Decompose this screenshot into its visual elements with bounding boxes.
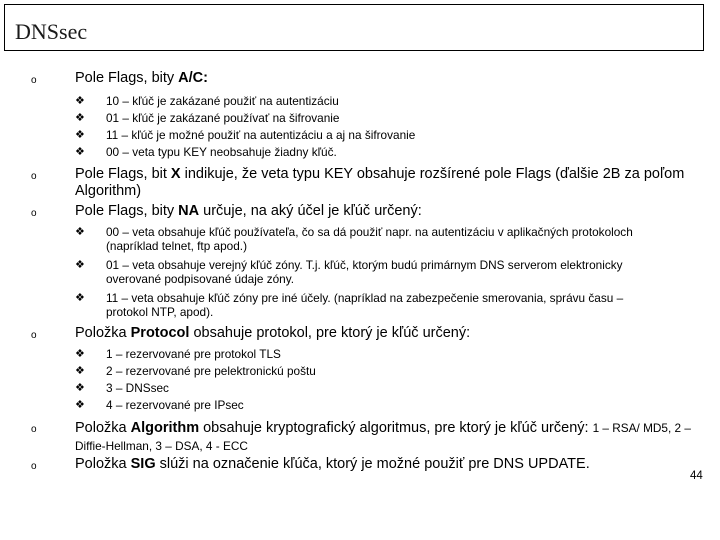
sub-item: ❖ 11 – veta obsahuje kľúč zóny pre iné účely. (napríklad na zabezpečenie smerovania, správu času – protokol NTP, apod). (75, 291, 624, 319)
diamond-bullet-icon: ❖ (75, 95, 85, 107)
circle-bullet-icon: o (31, 424, 37, 435)
diamond-bullet-icon: ❖ (75, 146, 85, 158)
circle-bullet-icon: o (31, 330, 37, 341)
diamond-bullet-icon: ❖ (75, 129, 85, 141)
sub-item: ❖ 00 – veta typu KEY neobsahuje žiadny kľúč. (75, 145, 337, 159)
diamond-bullet-icon: ❖ (75, 292, 85, 304)
diamond-bullet-icon: ❖ (75, 112, 85, 124)
sub-item: ❖ 11 – kľúč je možné použiť na autentizáciu a aj na šifrovanie (75, 128, 416, 142)
sub-item: ❖ 4 – rezervované pre IPsec (75, 398, 244, 412)
slide-title: DNSsec (15, 19, 88, 44)
bullet-item-flags-ac: o Pole Flags, bity A/C: (75, 70, 703, 87)
bullet-item-sig: o Položka SIG slúži na označenie kľúča, ktorý je možné použiť pre DNS UPDATE. (75, 456, 703, 473)
page-number: 44 (690, 470, 703, 482)
sub-item: ❖ 2 – rezervované pre pelektronickú poštu (75, 364, 316, 378)
diamond-bullet-icon: ❖ (75, 399, 85, 411)
sub-item: ❖ 3 – DNSsec (75, 381, 169, 395)
bullet-item-flags-na: o Pole Flags, bity NA určuje, na aký účel je kľúč určený: (75, 203, 703, 220)
diamond-bullet-icon: ❖ (75, 226, 85, 238)
diamond-bullet-icon: ❖ (75, 382, 85, 394)
diamond-bullet-icon: ❖ (75, 348, 85, 360)
sub-item: ❖ 1 – rezervované pre protokol TLS (75, 347, 281, 361)
sub-item: ❖ 01 – veta obsahuje verejný kľúč zóny. T.j. kľúč, ktorým budú primárnym DNS serverom elektronicky overované podpisované údaje zóny. (75, 258, 623, 286)
diamond-bullet-icon: ❖ (75, 259, 85, 271)
bullet-item-flags-x: o Pole Flags, bit X indikuje, že veta typu KEY obsahuje rozšírené pole Flags (ďalšie 2B za poľom Algorithm) (31, 166, 685, 199)
sub-item: ❖ 10 – kľúč je zakázané použiť na autentizáciu (75, 94, 339, 108)
circle-bullet-icon: o (31, 171, 37, 182)
circle-bullet-icon: o (31, 208, 37, 219)
diamond-bullet-icon: ❖ (75, 365, 85, 377)
sub-item: ❖ 00 – veta obsahuje kľúč používateľa, čo sa dá použiť napr. na autentizáciu v aplikačných protokoloch (napríklad telnet, ftp apod.) (75, 225, 633, 253)
bullet-item-protocol: o Položka Protocol obsahuje protokol, pre ktorý je kľúč určený: (75, 325, 703, 342)
circle-bullet-icon: o (31, 461, 37, 472)
bullet-item-algorithm: o Položka Algorithm obsahuje kryptografický algoritmus, pre ktorý je kľúč určený: 1 – RSA/ MD5, 2 – Diffie-Hellman, 3 – DSA, 4 - ECC (31, 420, 691, 453)
slide-title-box (4, 4, 704, 51)
circle-bullet-icon: o (31, 75, 37, 86)
sub-item: ❖ 01 – kľúč je zakázané používať na šifrovanie (75, 111, 340, 125)
